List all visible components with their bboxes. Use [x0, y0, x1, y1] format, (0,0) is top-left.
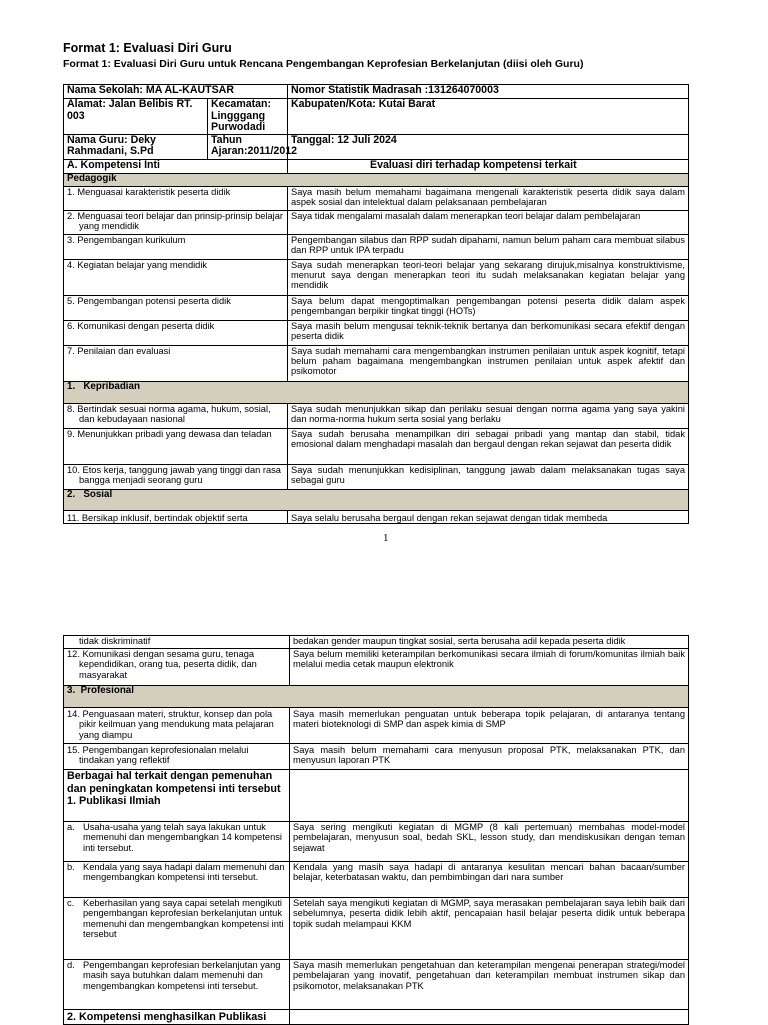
competency-label: 2. Menguasai teori belajar dan prinsip-prinsip belajar yang mendidik — [64, 210, 288, 234]
competency-label: 14. Penguasaan materi, struktur, konsep dan pola pikir keilmuan yang mendukung mata pelajaran yang diampu — [64, 708, 290, 744]
district-cell: Kecamatan: Lingggang Purwodadi — [208, 99, 288, 135]
competency-evaluation: Saya sudah menerapkan teori-teori belajar yang sekarang dirujuk,misalnya konstruktivisme, menurut saya dengan menerapkan teori itu sudah melaksanakan kegiatan belajar yang mendidik — [288, 259, 689, 295]
publication-subheading: 1. Publikasi Ilmiah — [67, 795, 161, 807]
form-subtitle: Format 1: Evaluasi Diri Guru untuk Rencana Pengembangan Keprofesian Berkelanjutan (diisi oleh Guru) — [63, 58, 584, 70]
competency-label: 15. Pengembangan keprofesionalan melalui tindakan yang reflektif — [64, 744, 290, 770]
section-number: 3. — [67, 685, 76, 696]
date-cell: Tanggal: 12 Juli 2024 — [288, 134, 689, 159]
item-evaluation: Setelah saya mengikuti kegiatan di MGMP, saya merasakan pembelajaran saya lebih baik dari sebelumnya, peserta didik lebih aktif, pencapaian hasil belajar peserta didik untuk beberapa topik sudah melampaui KKM — [290, 898, 689, 960]
competency-label: 11. Bersikap inklusif, bertindak objektif serta — [64, 510, 288, 523]
nsm-cell: Nomor Statistik Madrasah :131264070003 — [288, 85, 689, 99]
competency-label: 5. Pengembangan potensi peserta didik — [64, 295, 288, 320]
item-key: b. — [67, 862, 75, 872]
competency-evaluation: Saya sudah menunjukkan sikap dan perilaku sesuai dengan norma agama yang saya yakini dan norma-norma hukum serta sosial yang berlaku — [288, 403, 689, 428]
competency-evaluation: Saya masih belum memahami bagaimana mengenali karakteristik peserta didik saya dalam aspek sosial dan intelektual dalam pelaksanaan pembelajaran — [288, 186, 689, 210]
competency-evaluation: Saya sudah menunjukkan kedisiplinan, tanggung jawab dalam melaksanakan tugas saya sebagai guru — [288, 464, 689, 489]
item-key: c. — [67, 898, 75, 908]
competency-label: 3. Pengembangan kurikulum — [64, 234, 288, 259]
item-key: d. — [67, 960, 75, 970]
evaluation-table-page1 — [63, 84, 689, 524]
section-sosial — [64, 489, 689, 510]
competency-label: 8. Bertindak sesuai norma agama, hukum, sosial, dan kebudayaan nasional — [64, 403, 288, 428]
competency-evaluation: Pengembangan silabus dan RPP sudah dipahami, namun belum paham cara membuat silabus dan RPP untuk IPA terpadu — [288, 234, 689, 259]
item-label: Kendala yang saya hadapi dalam memenuhi dan mengembangkan kompetensi inti tersebut. — [83, 862, 285, 883]
section-profesional — [64, 686, 689, 708]
item-evaluation: Saya masih memerlukan pengetahuan dan keterampilan mengenai penerapan strategi/model pembelajaran yang inovatif, pengetahuan dan keterampilan membuat instrumen sikap dan psikomotor, melaksanakan PTK — [290, 960, 689, 1010]
competency-label: 1. Menguasai karakteristik peserta didik — [64, 186, 288, 210]
competency-evaluation: Saya masih belum memahami cara menyusun proposal PTK, melaksanakan PTK, dan menyusun laporan PTK — [290, 744, 689, 770]
competency-evaluation: Saya sudah memahami cara mengembangkan instrumen penilaian untuk aspek kognitif, tetapi belum paham bagaimana mengembangkan instrumen penilaian untuk aspek afektif dan psikomotor — [288, 345, 689, 381]
competency-label-continued: tidak diskriminatif — [64, 636, 290, 649]
publication-item-a — [64, 822, 290, 862]
item-key: a. — [67, 822, 75, 832]
school-year-cell: Tahun Ajaran:2011/2012 — [208, 134, 288, 159]
core-competency-header: A. Kompetensi Inti — [64, 159, 288, 173]
publication-heading-cell — [64, 770, 290, 822]
page-number: 1 — [383, 532, 389, 544]
section-kepribadian — [64, 381, 689, 403]
evaluation-table-page2 — [63, 635, 689, 1025]
publication-item-d — [64, 960, 290, 1010]
item-evaluation: Kendala yang masih saya hadapi di antaranya kesulitan mencari bahan bacaan/sumber belajar, keterbatasan waktu, dan pembimbingan dari nara sumber — [290, 862, 689, 898]
school-name-cell: Nama Sekolah: MA AL-KAUTSAR — [64, 85, 288, 99]
empty-cell — [290, 770, 689, 822]
competency-evaluation: Saya tidak mengalami masalah dalam menerapkan teori belajar dalam pembelajaran — [288, 210, 689, 234]
item-evaluation: Saya sering mengikuti kegiatan di MGMP (8 kali pertemuan) membahas model-model pembelajaran, menyusun soal, bedah SKL, lesson study, dan mendiskusikan dengan teman sejawat — [290, 822, 689, 862]
competency-label: 9. Menunjukkan pribadi yang dewasa dan teladan — [64, 428, 288, 464]
publication-item-b — [64, 862, 290, 898]
section-title: Profesional — [80, 685, 134, 696]
competency-evaluation: Saya belum memiliki keterampilan berkomunikasi secara ilmiah di forum/komunitas ilmiah baik melalui media cetak maupun elektronik — [290, 649, 689, 686]
competency-label: 7. Penilaian dan evaluasi — [64, 345, 288, 381]
publication-subheading-2: 2. Kompetensi menghasilkan Publikasi — [64, 1010, 290, 1025]
competency-evaluation: Saya masih belum mengusai teknik-teknik bertanya dan berkomunikasi secara efektif dengan peserta didik — [288, 320, 689, 345]
item-label: Pengembangan keprofesian berkelanjutan yang masih saya butuhkan dalam memenuhi dan mengembangkan kompetensi inti tersebut. — [83, 960, 281, 991]
item-label: Keberhasilan yang saya capai setelah mengikuti pengembangan keprofesian berkelanjutan untuk memenuhi dan mengembangkan kompetensi inti tersebut — [83, 898, 284, 940]
self-evaluation-header: Evaluasi diri terhadap kompetensi terkait — [288, 159, 689, 173]
section-number: 2. — [67, 488, 76, 500]
competency-evaluation-continued: bedakan gender maupun tingkat sosial, serta berusaha adil kepada peserta didik — [290, 636, 689, 649]
competency-evaluation: Saya belum dapat mengoptimalkan pengembangan potensi peserta didik dalam aspek pengembangan berpikir tingkat tinggi (HOTs) — [288, 295, 689, 320]
competency-label: 10. Etos kerja, tanggung jawab yang tinggi dan rasa bangga menjadi seorang guru — [64, 464, 288, 489]
competency-label: 4. Kegiatan belajar yang mendidik — [64, 259, 288, 295]
competency-evaluation: Saya sudah berusaha menampilkan diri sebagai pribadi yang mantap dan stabil, tidak emosional dalam menghadapi masalah dan bergaul dengan rekan sejawat dan peserta didik — [288, 428, 689, 464]
form-title: Format 1: Evaluasi Diri Guru — [63, 41, 232, 55]
address-cell: Alamat: Jalan Belibis RT. 003 — [64, 99, 208, 135]
item-label: Usaha-usaha yang telah saya lakukan untuk memenuhi dan mengembangkan 14 kompetensi inti tersebut. — [83, 822, 282, 853]
publication-item-c — [64, 898, 290, 960]
regency-cell: Kabupaten/Kota: Kutai Barat — [288, 99, 689, 135]
competency-evaluation: Saya masih memerlukan penguatan untuk beberapa topik pelajaran, di antaranya tentang materi bioteknologi di SMP dan aspek kimia di SMP — [290, 708, 689, 744]
competency-label: 6. Komunikasi dengan peserta didik — [64, 320, 288, 345]
publication-heading: Berbagai hal terkait dengan pemenuhan dan peningkatan kompetensi inti tersebut — [67, 770, 281, 795]
section-number: 1. — [67, 380, 76, 392]
competency-evaluation: Saya selalu berusaha bergaul dengan rekan sejawat dengan tidak membeda — [288, 510, 689, 523]
teacher-name-cell: Nama Guru: Deky Rahmadani, S.Pd — [64, 134, 208, 159]
section-title: Sosial — [83, 488, 113, 500]
competency-label: 12. Komunikasi dengan sesama guru, tenaga kependidikan, orang tua, peserta didik, dan masyarakat — [64, 649, 290, 686]
empty-cell — [290, 1010, 689, 1025]
section-pedagogik: Pedagogik — [64, 173, 689, 186]
section-title: Kepribadian — [83, 380, 140, 392]
